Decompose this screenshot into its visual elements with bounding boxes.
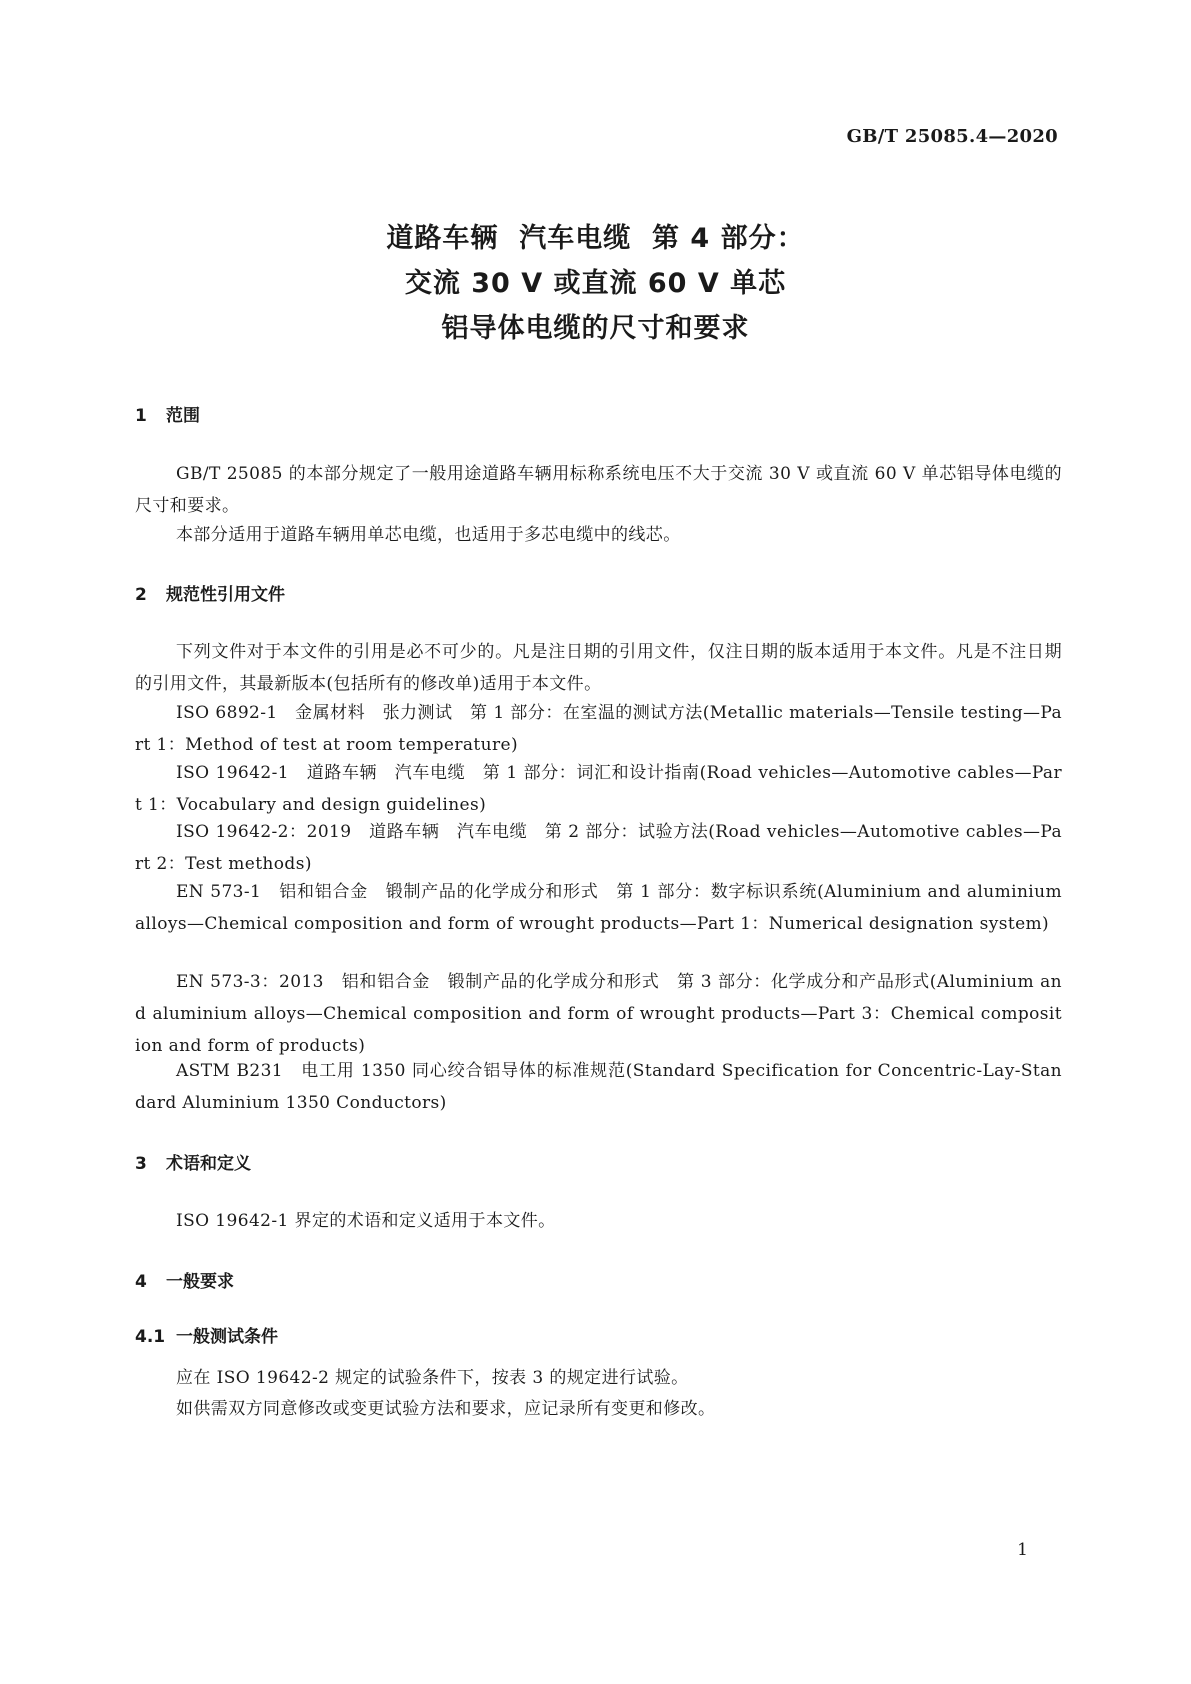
reference-item: EN 573-3：2013 铝和铝合金 锻制产品的化学成分和形式 第 3 部分：化学成分和产品形式(Aluminium and aluminium alloys—Chemical composition and form of wrought products—Part 3：Chemical composition and form of products) [135,972,1062,1056]
title-line-1: 道路车辆 汽车电缆 第 4 部分： [386,223,805,254]
page-number: 1 [1017,1540,1028,1560]
standard-code: GB/T 25085.4—2020 [846,126,1058,147]
section-4-title: 一般要求 [166,1272,234,1292]
section-4-1-number: 4.1 [135,1327,166,1347]
section-4-1-heading [135,1322,278,1347]
section-2-intro: 下列文件对于本文件的引用是必不可少的。凡是注日期的引用文件，仅注日期的版本适用于本文件。凡是不注日期的引用文件，其最新版本(包括所有的修改单)适用于本文件。 [135,642,1062,694]
reference-item: ISO 19642-1 道路车辆 汽车电缆 第 1 部分：词汇和设计指南(Road vehicles—Automotive cables—Part 1：Vocabulary and design guidelines) [135,763,1062,815]
section-3-heading [135,1149,251,1174]
section-4-1-title: 一般测试条件 [176,1327,278,1347]
section-2-title: 规范性引用文件 [166,585,285,605]
reference-item: EN 573-1 铝和铝合金 锻制产品的化学成分和形式 第 1 部分：数字标识系统(Aluminium and aluminium alloys—Chemical composition and form of wrought products—Part 1：Numerical designation system) [135,882,1062,934]
section-1-number: 1 [135,406,147,426]
section-1-paragraph-1: GB/T 25085 的本部分规定了一般用途道路车辆用标称系统电压不大于交流 30 V 或直流 60 V 单芯铝导体电缆的尺寸和要求。 [135,464,1062,516]
title-line-3: 铝导体电缆的尺寸和要求 [441,313,750,344]
reference-item: ISO 19642-2：2019 道路车辆 汽车电缆 第 2 部分：试验方法(Road vehicles—Automotive cables—Part 2：Test methods) [135,822,1062,874]
section-4-heading [135,1267,234,1292]
title-line-2: 交流 30 V 或直流 60 V 单芯 [404,268,787,299]
section-4-1-paragraph-2: 如供需双方同意修改或变更试验方法和要求，应记录所有变更和修改。 [176,1399,716,1419]
reference-item: ISO 6892-1 金属材料 张力测试 第 1 部分：在室温的测试方法(Metallic materials—Tensile testing—Part 1：Method of test at room temperature) [135,703,1062,755]
section-4-number: 4 [135,1272,147,1292]
section-2-number: 2 [135,585,147,605]
document-title [0,216,1191,351]
section-3-paragraph-1: ISO 19642-1 界定的术语和定义适用于本文件。 [176,1211,556,1231]
section-3-title: 术语和定义 [166,1154,251,1174]
section-2-heading [135,580,285,605]
section-1-paragraph-2: 本部分适用于道路车辆用单芯电缆，也适用于多芯电缆中的线芯。 [176,525,681,545]
section-1-heading [135,401,200,426]
reference-item: ASTM B231 电工用 1350 同心绞合铝导体的标准规范(Standard Specification for Concentric-Lay-Standard Aluminium 1350 Conductors) [135,1061,1062,1113]
section-3-number: 3 [135,1154,147,1174]
section-4-1-paragraph-1: 应在 ISO 19642-2 规定的试验条件下，按表 3 的规定进行试验。 [176,1368,689,1388]
section-1-title: 范围 [166,406,200,426]
